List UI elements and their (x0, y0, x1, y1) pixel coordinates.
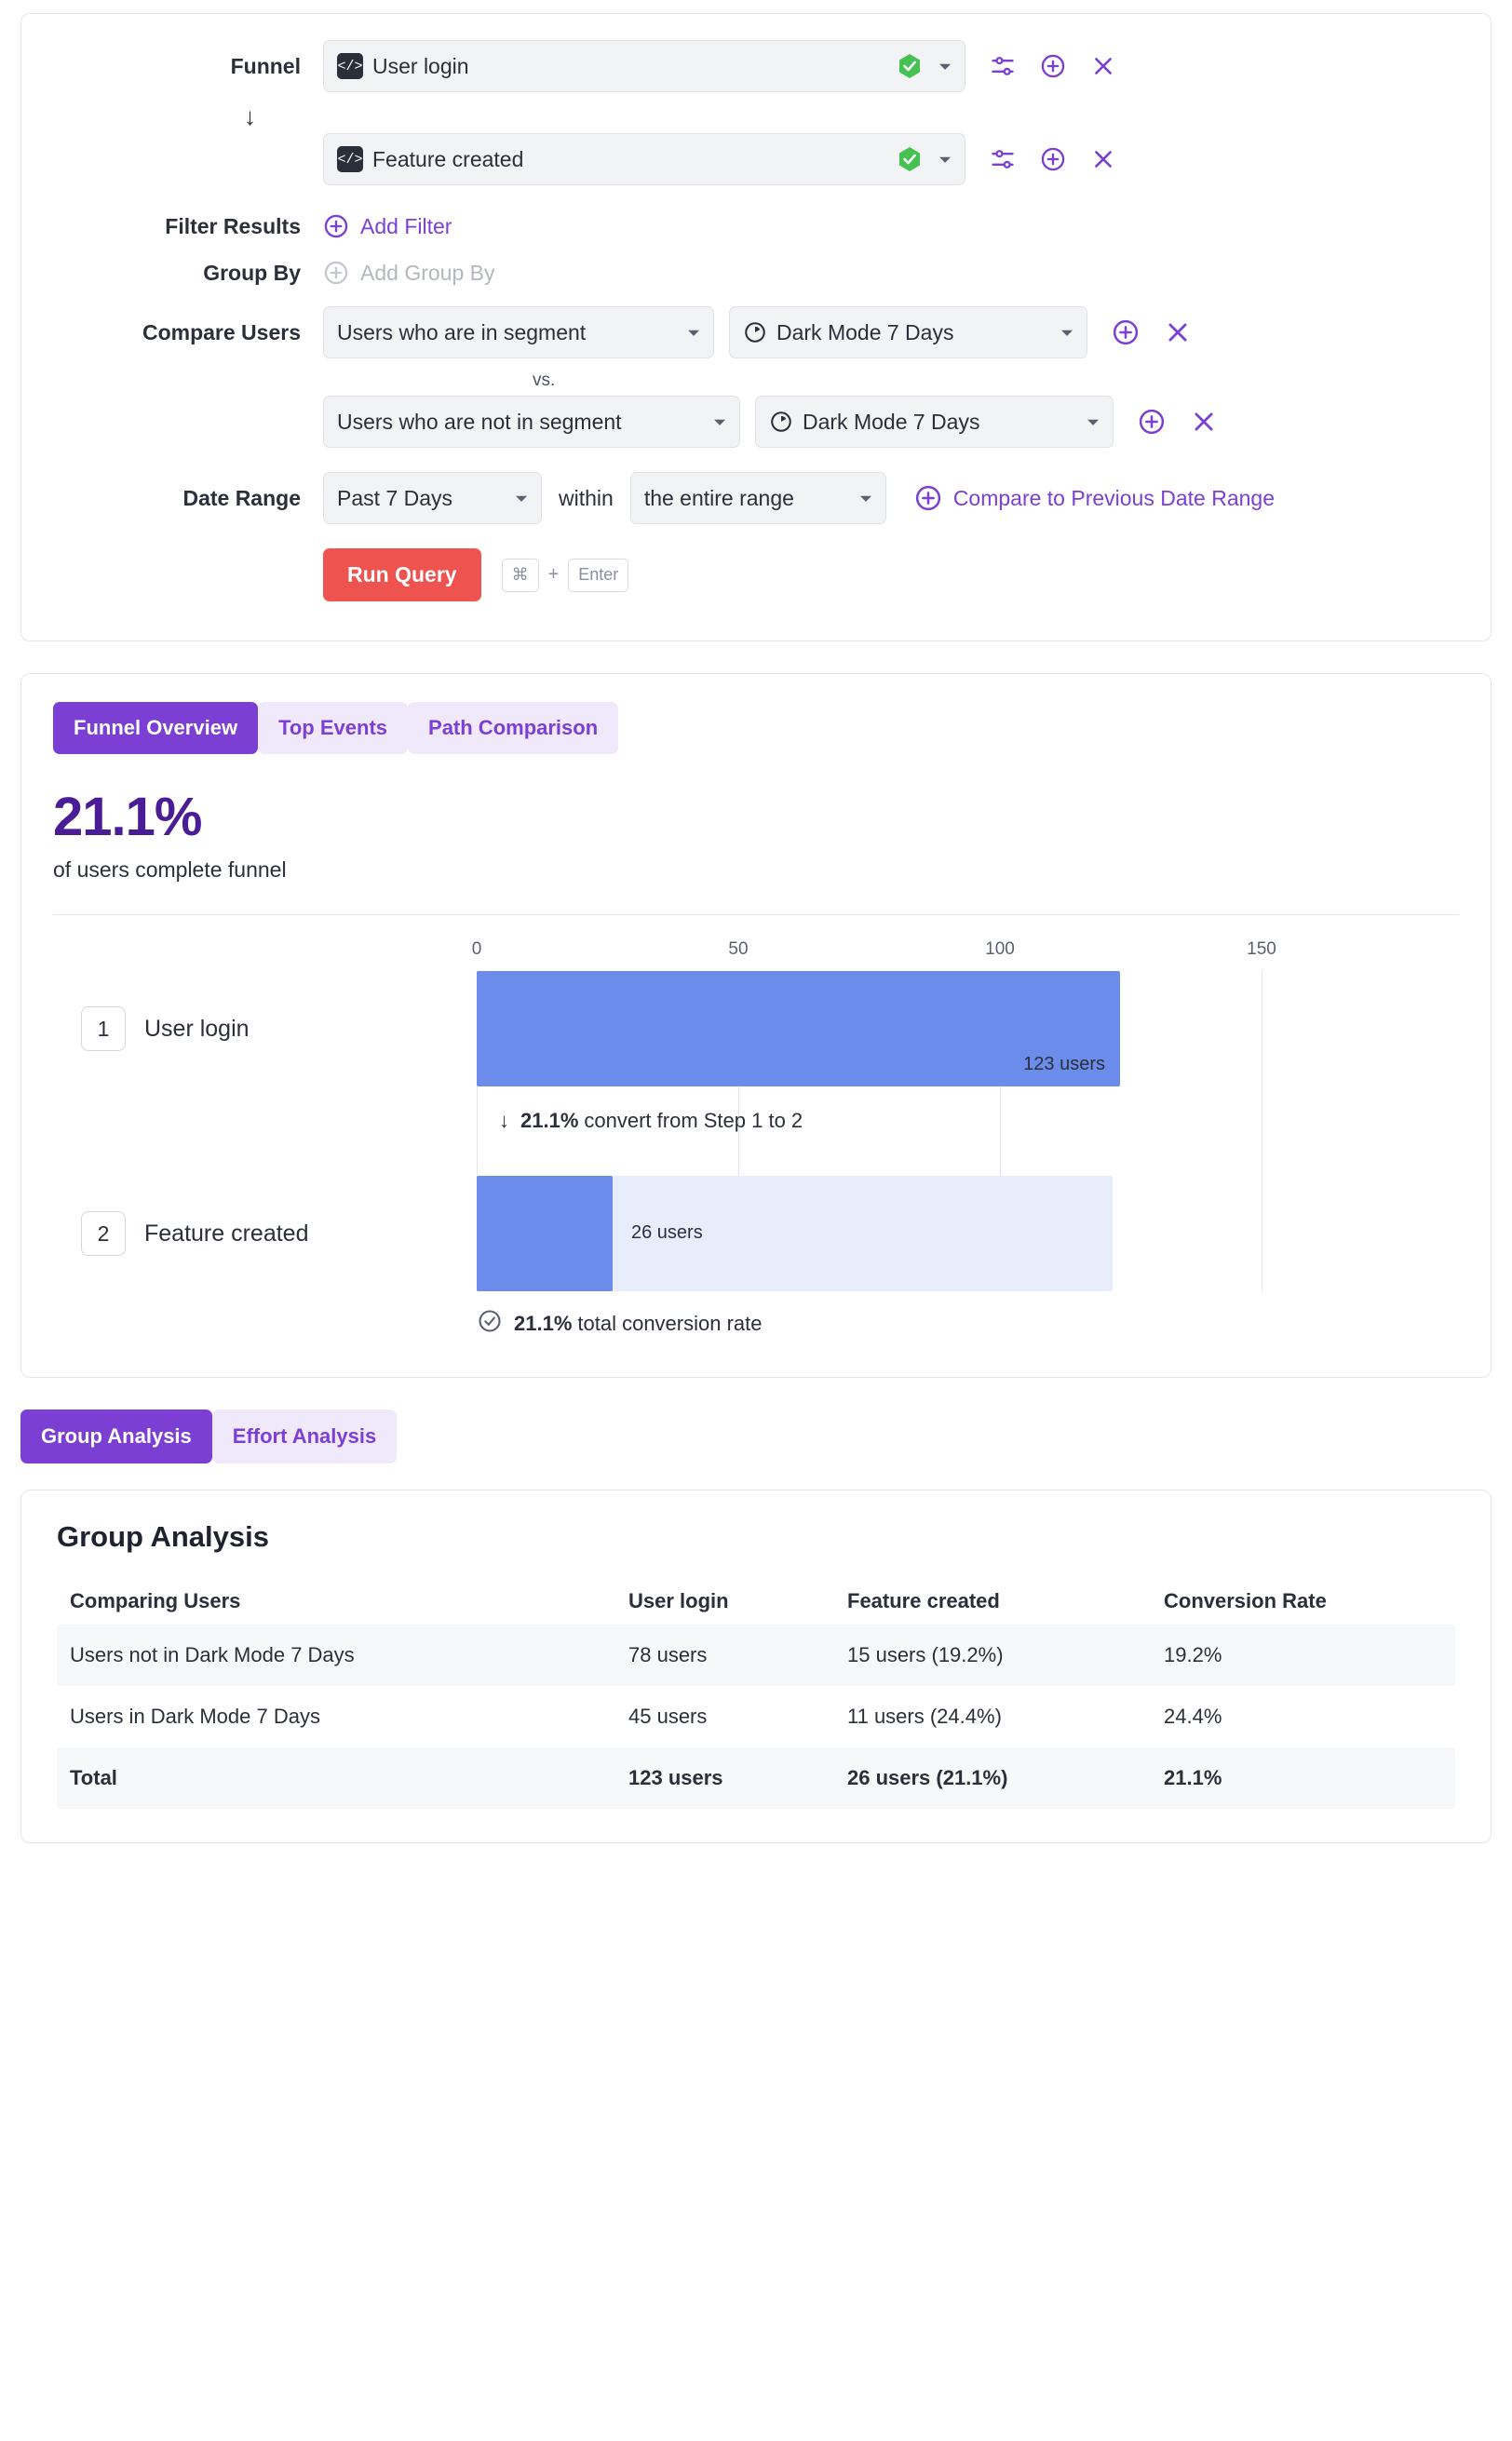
bar-step-2[interactable] (477, 1176, 613, 1291)
tab-path-comparison[interactable]: Path Comparison (408, 702, 618, 754)
row-group-1: Users in Dark Mode 7 Days (70, 1705, 320, 1728)
add-step-icon-1[interactable] (1040, 53, 1066, 79)
plus-circle-icon (323, 213, 349, 239)
funnel-arrow-row (53, 100, 1459, 133)
compare-vs-label: vs. (533, 371, 556, 390)
table-header-row (57, 1578, 1455, 1625)
row-rate-1: 24.4% (1164, 1705, 1222, 1728)
step-name-1: User login (144, 1015, 250, 1042)
query-builder-card (20, 13, 1492, 641)
step-settings-icon-1[interactable] (990, 53, 1016, 79)
filter-results-label: Filter Results (165, 213, 301, 238)
step-conversion-note (499, 1109, 803, 1133)
compare-condition-select-2[interactable] (323, 396, 740, 448)
compare-previous-plus-icon[interactable] (914, 484, 942, 512)
step-number-1: 1 (81, 1006, 126, 1051)
x-tick-150: 150 (1247, 939, 1276, 959)
chevron-down-icon[interactable]: ⏷ (1060, 323, 1073, 342)
date-range-value: Past 7 Days (337, 485, 452, 510)
chevron-down-icon[interactable]: ⏷ (859, 489, 872, 507)
funnel-step-bar-row-2 (97, 1176, 1315, 1291)
table-row-total (57, 1747, 1455, 1809)
plus-circle-icon (323, 260, 349, 286)
segment-clock-icon (743, 320, 767, 344)
valid-check-icon (896, 145, 924, 173)
step-number-2: 2 (81, 1211, 126, 1256)
shortcut-enter-key: Enter (568, 559, 628, 592)
compare-condition-1: Users who are in segment (337, 319, 587, 344)
chevron-down-icon[interactable]: ⏷ (938, 150, 952, 169)
compare-segment-select-2[interactable] (755, 396, 1114, 448)
add-comparison-icon-1[interactable] (1112, 318, 1140, 346)
compare-segment-2: Dark Mode 7 Days (803, 409, 980, 434)
row-group-0: Users not in Dark Mode 7 Days (57, 1625, 615, 1686)
step-settings-icon-2[interactable] (990, 146, 1016, 172)
total-conversion-note (477, 1308, 1459, 1340)
funnel-step-row-2 (53, 133, 1459, 185)
date-range-select[interactable] (323, 472, 542, 524)
remove-step-icon-2[interactable] (1090, 146, 1116, 172)
funnel-plot-area (97, 971, 1315, 1291)
segment-clock-icon (769, 410, 793, 434)
within-range-value: the entire range (643, 485, 794, 510)
remove-step-icon-1[interactable] (1090, 53, 1116, 79)
compare-users-row-1 (53, 306, 1459, 358)
tab-funnel-overview[interactable]: Funnel Overview (53, 702, 258, 754)
run-query-button[interactable]: Run Query (323, 548, 481, 601)
shortcut-cmd-key: ⌘ (502, 559, 539, 592)
results-tabs (53, 702, 1459, 754)
date-range-row (53, 472, 1459, 524)
step-conversion-text: convert from Step 1 to 2 (584, 1109, 803, 1132)
table-row (57, 1686, 1455, 1747)
tab-top-events[interactable]: Top Events (258, 702, 408, 754)
headline-conversion-value: 21.1% (53, 787, 202, 847)
funnel-step-select-2[interactable] (323, 133, 965, 185)
bar-step-1[interactable] (477, 971, 1120, 1086)
within-label: within (559, 485, 614, 510)
tab-group-analysis[interactable]: Group Analysis (20, 1409, 212, 1463)
chevron-down-icon[interactable]: ⏷ (713, 412, 726, 431)
funnel-step-1-name: User login (372, 53, 469, 78)
add-group-by-label: Add Group By (360, 260, 495, 285)
funnel-chart (53, 939, 1459, 1340)
row-group-total: Total (57, 1747, 615, 1809)
column-header-conversion-rate: Conversion Rate (1164, 1589, 1327, 1612)
step-conversion-pct: 21.1% (520, 1109, 579, 1132)
row-step2-total: 26 users (21.1%) (834, 1747, 1151, 1809)
compare-users-row-2 (53, 396, 1459, 448)
funnel-step-label-1 (81, 1006, 472, 1051)
row-step2-1: 11 users (24.4%) (847, 1705, 1002, 1728)
compare-segment-1: Dark Mode 7 Days (776, 319, 954, 344)
group-by-label: Group By (203, 260, 301, 285)
section-divider (53, 914, 1459, 915)
row-rate-total: 21.1% (1151, 1747, 1455, 1809)
funnel-step-arrow: ↓ (244, 101, 256, 130)
compare-segment-select-1[interactable] (729, 306, 1087, 358)
bar-value-1: 123 users (1023, 1054, 1105, 1074)
valid-check-icon (896, 52, 924, 80)
column-header-user-login: User login (628, 1589, 729, 1612)
column-header-feature-created: Feature created (847, 1589, 1000, 1612)
row-step1-total: 123 users (615, 1747, 834, 1809)
bar-value-2: 26 users (631, 1222, 703, 1243)
funnel-step-row-1 (53, 40, 1459, 92)
funnel-step-select-1[interactable] (323, 40, 965, 92)
group-analysis-title: Group Analysis (57, 1520, 269, 1553)
funnel-step-label-2 (81, 1211, 472, 1256)
run-query-row (53, 548, 1459, 601)
analysis-tabs (20, 1409, 1492, 1463)
compare-condition-2: Users who are not in segment (337, 409, 622, 434)
total-conversion-text: total conversion rate (577, 1312, 763, 1335)
chevron-down-icon[interactable]: ⏷ (938, 57, 952, 75)
filter-results-row (53, 213, 1459, 239)
funnel-step-bar-row-1 (97, 971, 1315, 1086)
chart-x-axis (471, 939, 1315, 971)
group-by-row (53, 260, 1459, 286)
shortcut-plus: + (547, 564, 560, 585)
add-filter-label: Add Filter (360, 213, 452, 238)
date-range-label: Date Range (182, 485, 301, 510)
step-name-2: Feature created (144, 1220, 309, 1247)
check-circle-icon (477, 1308, 503, 1340)
x-tick-100: 100 (985, 939, 1015, 959)
within-range-select[interactable] (630, 472, 886, 524)
add-filter-button[interactable] (323, 213, 452, 239)
group-analysis-table (57, 1578, 1455, 1809)
compare-vs-row (53, 366, 1459, 396)
compare-previous-date-range-link[interactable]: Compare to Previous Date Range (952, 485, 1275, 510)
remove-comparison-icon-2[interactable] (1190, 408, 1218, 436)
column-header-comparing-users: Comparing Users (70, 1589, 241, 1612)
chevron-down-icon[interactable]: ⏷ (687, 323, 700, 342)
group-analysis-card (20, 1490, 1492, 1843)
compare-condition-select-1[interactable] (323, 306, 714, 358)
headline-conversion-caption: of users complete funnel (53, 857, 287, 882)
add-comparison-icon-2[interactable] (1138, 408, 1166, 436)
x-tick-0: 0 (471, 939, 482, 959)
row-step1-0: 78 users (615, 1625, 834, 1686)
row-step2-0: 15 users (19.2%) (834, 1625, 1151, 1686)
down-arrow-icon: ↓ (499, 1109, 509, 1132)
funnel-label: Funnel (230, 53, 301, 78)
chevron-down-icon[interactable]: ⏷ (515, 489, 528, 507)
row-rate-0: 19.2% (1151, 1625, 1455, 1686)
compare-users-label: Compare Users (142, 319, 301, 344)
add-step-icon-2[interactable] (1040, 146, 1066, 172)
results-card (20, 673, 1492, 1378)
x-tick-50: 50 (728, 939, 749, 959)
row-step1-1: 45 users (628, 1705, 708, 1728)
remove-comparison-icon-1[interactable] (1164, 318, 1192, 346)
code-event-icon: </> (337, 146, 363, 172)
add-group-by-button[interactable] (323, 260, 494, 286)
funnel-step-2-name: Feature created (372, 146, 524, 171)
chevron-down-icon[interactable]: ⏷ (1087, 412, 1100, 431)
code-event-icon: </> (337, 53, 363, 79)
tab-effort-analysis[interactable]: Effort Analysis (212, 1409, 397, 1463)
table-row (57, 1625, 1455, 1686)
total-conversion-pct: 21.1% (514, 1312, 573, 1335)
